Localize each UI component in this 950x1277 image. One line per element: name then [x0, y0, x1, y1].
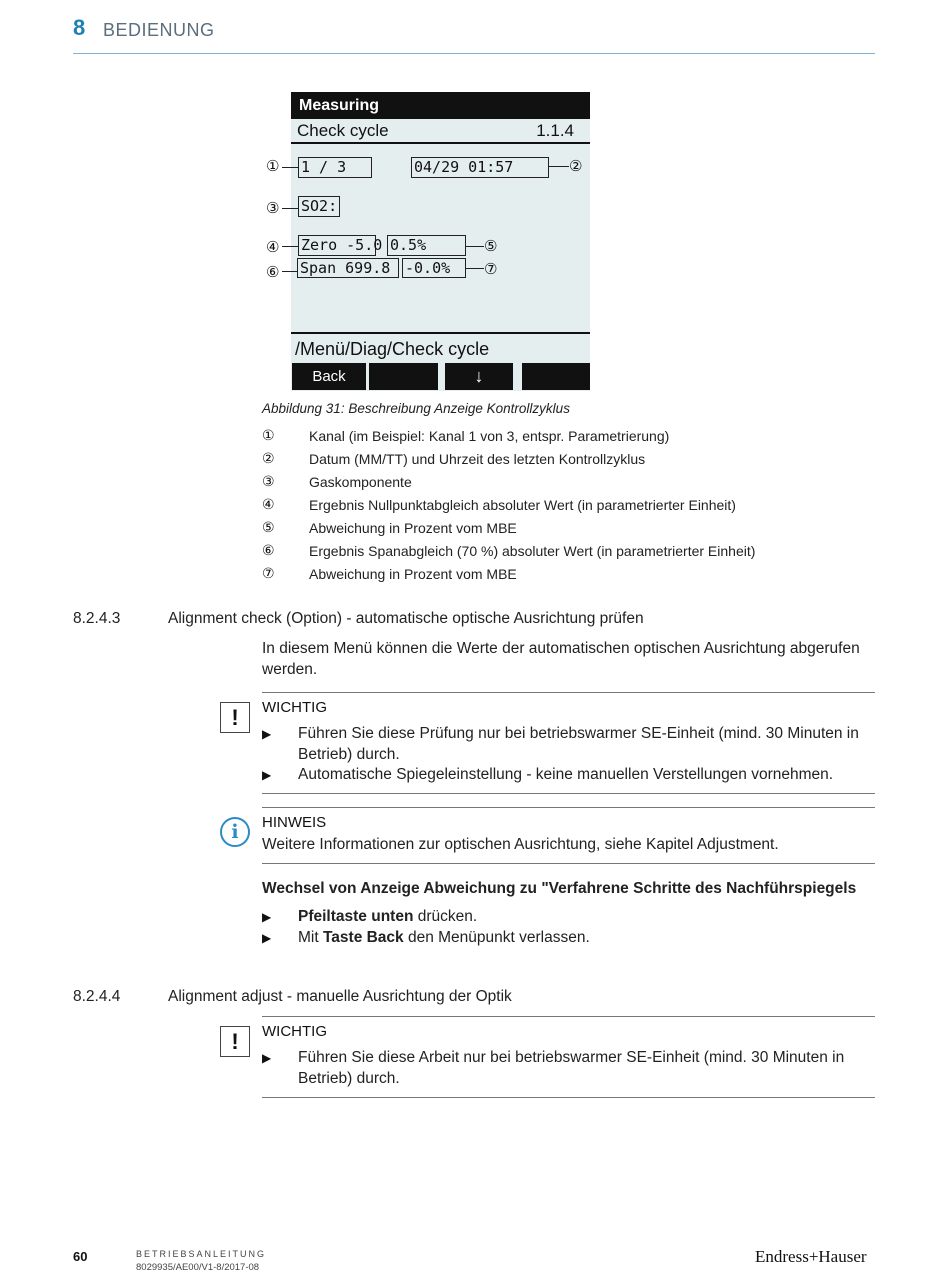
- callout-6: ⑥: [266, 263, 280, 281]
- section-intro: In diesem Menü können die Werte der automatischen optischen Ausrichtung abgerufen werden.: [262, 640, 860, 678]
- legend-num-4: ④: [262, 497, 275, 513]
- warning-bottom-rule: [262, 793, 875, 794]
- display-menu-path: /Menü/Diag/Check cycle: [295, 339, 490, 359]
- legend-num-5: ⑤: [262, 520, 275, 536]
- legend-text-4: Ergebnis Nullpunktabgleich absoluter Wert (in parametrierter Einheit): [309, 497, 736, 513]
- warning-top-rule: [262, 1016, 875, 1017]
- leader-7: [466, 268, 484, 269]
- legend-text-1: Kanal (im Beispiel: Kanal 1 von 3, entspr. Parametrierung): [309, 428, 670, 444]
- section-number: 8.2.4.4: [73, 988, 121, 1005]
- chapter-title: BEDIENUNG: [103, 20, 215, 40]
- exclamation-icon: !: [220, 702, 250, 733]
- span-percent-field: -0.0%: [402, 258, 466, 278]
- leader-5: [466, 246, 484, 247]
- chapter-number: 8: [73, 15, 86, 40]
- legend-num-7: ⑦: [262, 566, 275, 582]
- softkey-down-arrow-icon[interactable]: ↓: [445, 363, 513, 390]
- step-2-pre: Mit: [298, 929, 323, 946]
- triangle-bullet-icon: ▶: [262, 910, 272, 924]
- note-text: Weitere Informationen zur optischen Ausrichtung, siehe Kapitel Adjustment.: [262, 836, 779, 853]
- note-bottom-rule: [262, 863, 875, 864]
- callout-3: ③: [266, 199, 280, 217]
- note-label: HINWEIS: [262, 814, 327, 831]
- callout-7: ⑦: [484, 260, 498, 278]
- display-divider-bottom: [291, 332, 590, 334]
- warning-item: Führen Sie diese Arbeit nur bei betriebswarmer SE-Einheit (mind. 30 Minuten in Betrieb) durch.: [298, 1049, 845, 1087]
- display-subtitle: Check cycle: [297, 121, 389, 140]
- legend-num-2: ②: [262, 451, 275, 467]
- warning-label: WICHTIG: [262, 1023, 327, 1040]
- brand-logo: Endress+Hauser: [755, 1247, 867, 1266]
- device-display: [291, 92, 590, 391]
- triangle-bullet-icon: ▶: [262, 727, 272, 741]
- legend-text-6: Ergebnis Spanabgleich (70 %) absoluter Wert (in parametrierter Einheit): [309, 543, 756, 559]
- step-1-key: Pfeiltaste unten: [298, 908, 414, 925]
- warning-bottom-rule: [262, 1097, 875, 1098]
- callout-4: ④: [266, 238, 280, 256]
- display-divider-top: [291, 142, 590, 144]
- warning-item: Automatische Spiegeleinstellung - keine manuellen Verstellungen vornehmen.: [298, 766, 834, 783]
- triangle-bullet-icon: ▶: [262, 1051, 272, 1065]
- page-number: 60: [73, 1249, 88, 1264]
- channel-field: 1 / 3: [298, 157, 372, 178]
- leader-2: [549, 166, 569, 167]
- legend-num-3: ③: [262, 474, 275, 490]
- warning-label: WICHTIG: [262, 699, 327, 716]
- softkey-back[interactable]: Back: [292, 363, 366, 390]
- span-value-field: Span 699.8: [297, 258, 399, 278]
- callout-5: ⑤: [484, 237, 498, 255]
- leader-3: [282, 208, 299, 209]
- document-id: 8029935/AE00/V1-8/2017-08: [136, 1262, 260, 1273]
- section-title: Alignment check (Option) - automatische optische Ausrichtung prüfen: [168, 610, 644, 627]
- legend-text-3: Gaskomponente: [309, 474, 412, 490]
- header-divider: [73, 53, 875, 54]
- datetime-field: 04/29 01:57: [411, 157, 549, 178]
- legend-num-6: ⑥: [262, 543, 275, 559]
- softkey-2[interactable]: [369, 363, 438, 390]
- leader-4: [282, 246, 299, 247]
- component-field: SO2:: [298, 196, 340, 217]
- softkey-4[interactable]: [522, 363, 590, 390]
- step-1-rest: drücken.: [413, 908, 478, 925]
- legend-num-1: ①: [262, 428, 275, 444]
- zero-value-field: Zero -5.0: [298, 235, 376, 256]
- callout-2: ②: [569, 157, 583, 175]
- section-title: Alignment adjust - manuelle Ausrichtung der Optik: [168, 988, 512, 1005]
- procedure-heading: Wechsel von Anzeige Abweichung zu "Verfahrene Schritte des Nachführspiegels: [262, 880, 857, 897]
- leader-1: [282, 167, 299, 168]
- section-number: 8.2.4.3: [73, 610, 121, 627]
- leader-6: [282, 271, 298, 272]
- info-icon: i: [220, 817, 250, 847]
- note-top-rule: [262, 807, 875, 808]
- procedure-step-1: [298, 906, 875, 927]
- legend-text-2: Datum (MM/TT) und Uhrzeit des letzten Kontrollzyklus: [309, 451, 646, 467]
- legend-text-7: Abweichung in Prozent vom MBE: [309, 566, 517, 582]
- warning-item: Führen Sie diese Prüfung nur bei betriebswarmer SE-Einheit (mind. 30 Minuten in Betrieb) durch.: [298, 725, 859, 763]
- step-2-key: Taste Back: [322, 929, 404, 946]
- warning-top-rule: [262, 692, 875, 693]
- display-title: Measuring: [291, 92, 590, 119]
- legend-text-5: Abweichung in Prozent vom MBE: [309, 520, 517, 536]
- procedure-step-2: [298, 927, 875, 948]
- step-2-rest: den Menüpunkt verlassen.: [403, 929, 590, 946]
- document-type: BETRIEBSANLEITUNG: [136, 1249, 267, 1259]
- display-menu-code: 1.1.4: [536, 121, 574, 140]
- zero-percent-field: 0.5%: [387, 235, 466, 256]
- triangle-bullet-icon: ▶: [262, 768, 272, 782]
- triangle-bullet-icon: ▶: [262, 931, 272, 945]
- callout-1: ①: [266, 157, 280, 175]
- exclamation-icon: !: [220, 1026, 250, 1057]
- figure-caption: Abbildung 31: Beschreibung Anzeige Kontrollzyklus: [262, 401, 570, 416]
